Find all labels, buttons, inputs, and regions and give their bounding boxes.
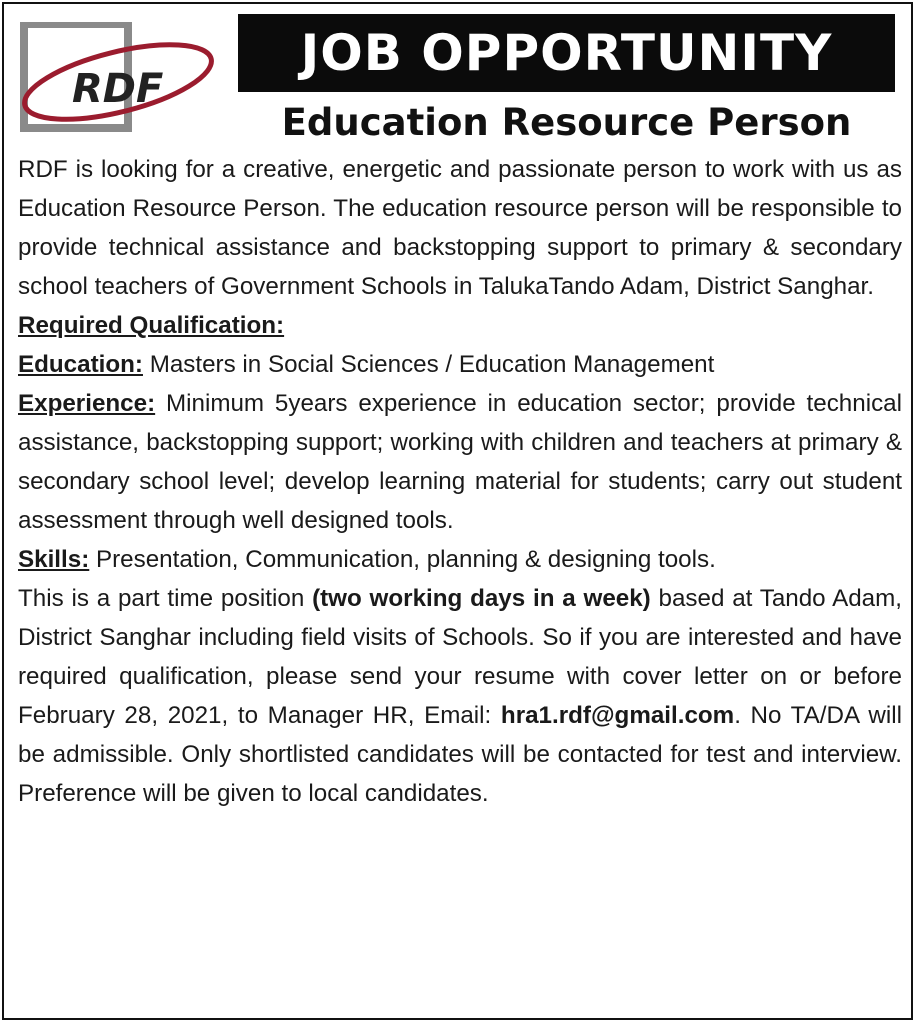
closing-text-3: . No TA/DA will be admissible. Only shortlisted candidates will be contacted for test and interview. Preference will be given to local candidates. [18, 702, 902, 807]
position-title: Education Resource Person [281, 101, 852, 144]
intro-paragraph: RDF is looking for a creative, energetic and passionate person to work with us as Education Resource Person. The education resource person will be responsible to provide technical assistance and backstopping support to primary & secondary school teachers of Government Schools in TalukaTando Adam, District Sanghar. [18, 156, 902, 300]
skills-text: Presentation, Communication, planning & designing tools. [89, 546, 716, 573]
part-time-note: (two working days in a week) [312, 585, 651, 612]
education-text: Masters in Social Sciences / Education Management [142, 351, 715, 378]
skills-label: Skills: [18, 546, 90, 573]
skills-line [18, 540, 902, 579]
rdf-logo [20, 22, 220, 132]
logo-text: RDF [72, 66, 164, 112]
education-label: Education: [18, 351, 143, 378]
education-line [18, 345, 902, 384]
experience-paragraph [18, 384, 902, 540]
rdf-logo-graphic [20, 22, 220, 132]
qualification-heading-text: Required Qualification: [18, 312, 285, 339]
job-opportunity-banner: JOB OPPORTUNITY [238, 14, 895, 92]
advertisement-body [18, 150, 902, 813]
closing-text-2: based at Tando Adam, District Sanghar including field visits of Schools. So if you are interested and have required qualification, please send your resume with cover letter on or before February 28, 2021, to Manager HR, Email: [18, 585, 902, 729]
experience-label: Experience: [18, 390, 156, 417]
contact-email: hra1.rdf@gmail.com [500, 702, 735, 729]
closing-paragraph [18, 579, 902, 813]
experience-text: Minimum 5years experience in education sector; provide technical assistance, backstopping support; working with children and teachers at primary & secondary school level; develop learning material for students; carry out student assessment through well designed tools. [18, 390, 902, 534]
qualification-heading [18, 306, 902, 345]
closing-text-1: This is a part time position [18, 585, 313, 612]
